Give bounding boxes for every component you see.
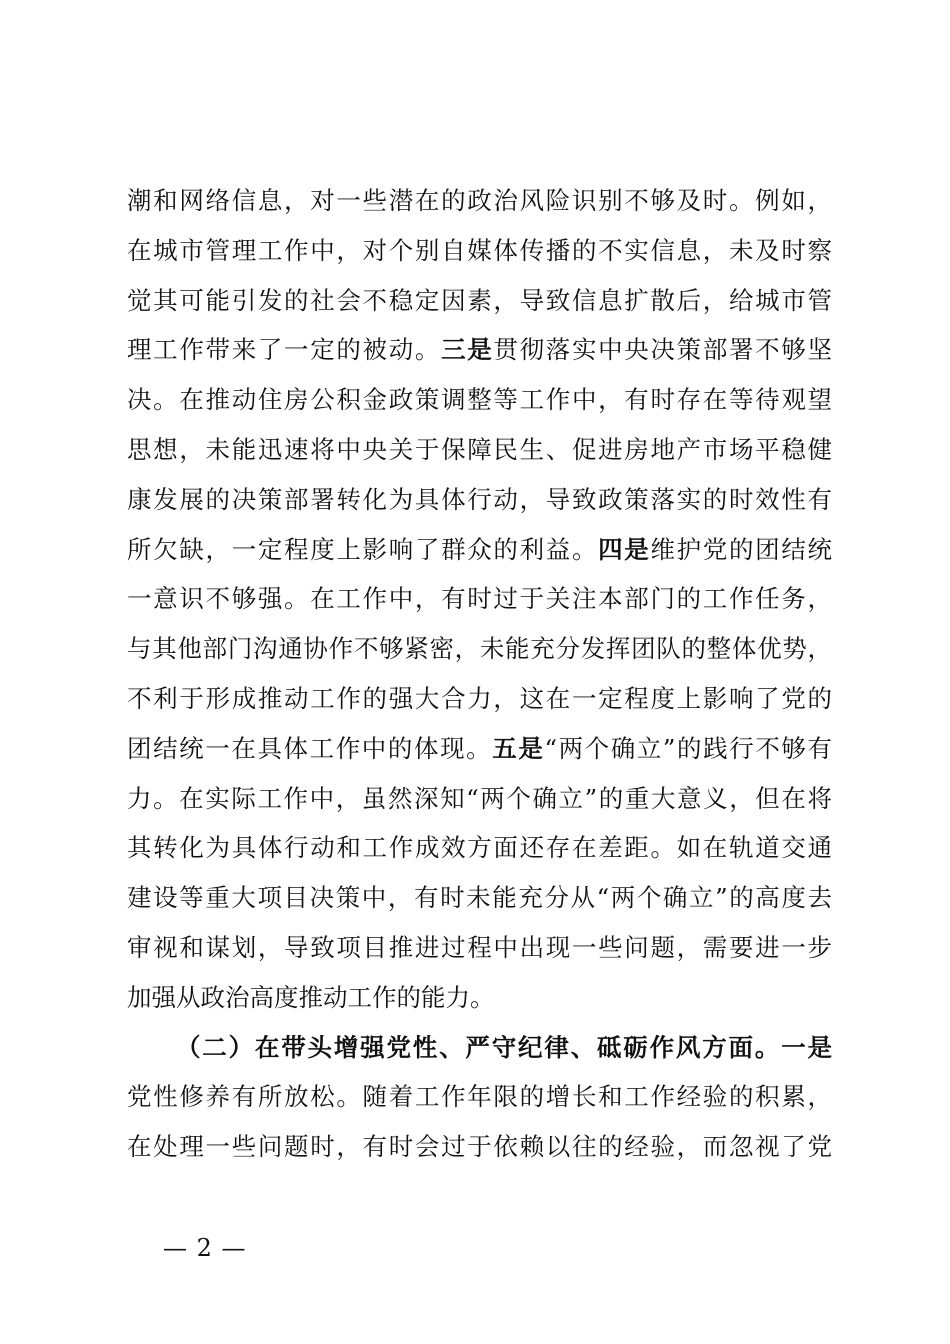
text-line: 决。在推动住房公积金政策调整等工作中，有时存在等待观望 [127,385,832,415]
text-run: “两个确立”的践行不够有 [544,733,832,763]
text-line: 觉其可能引发的社会不稳定因素，导致信息扩散后，给城市管 [127,285,832,315]
text-line [127,525,832,575]
text-run: 贯彻落实中央决策部署不够坚 [493,335,833,365]
text-line: 党性修养有所放松。随着工作年限的增长和工作经验的积累， [127,1082,832,1112]
text-run: 所欠缺，一定程度上影响了群众的利益。 [127,534,599,564]
text-line: 建设等重大项目决策中，有时未能充分从“两个确立”的高度去 [127,883,832,913]
point-label-three: 三是 [441,335,494,365]
paragraph-political-risks [127,176,832,1023]
page-number: — 2 — [163,1234,247,1262]
text-line: 力。在实际工作中，虽然深知“两个确立”的重大意义，但在将 [127,783,832,813]
text-line: 在城市管理工作中，对个别自媒体传播的不实信息，未及时察 [127,235,832,265]
text-line: 潮和网络信息，对一些潜在的政治风险识别不够及时。例如， [127,186,832,215]
text-line: 康发展的决策部署转化为具体行动，导致政策落实的时效性有 [127,484,832,514]
text-run: 团结统一在具体工作中的体现。 [127,733,493,763]
point-label-four: 四是 [598,534,651,564]
text-line [127,1023,832,1073]
point-label-one: 一是 [781,1032,832,1062]
text-line: 思想，未能迅速将中央关于保障民生、促进房地产市场平稳健 [127,434,832,464]
text-line: 不利于形成推动工作的强大合力，这在一定程度上影响了党的 [127,683,832,713]
text-line: 与其他部门沟通协作不够紧密，未能充分发挥团队的整体优势， [127,634,832,664]
body-text [127,176,832,1172]
paragraph-party-spirit [127,1023,832,1172]
text-line: 其转化为具体行动和工作成效方面还存在差距。如在轨道交通 [127,833,832,863]
text-run: 维护党的团结统 [650,534,833,564]
section-heading: （二）在带头增强党性、严守纪律、砥砺作风方面。 [176,1032,782,1062]
text-run: 理工作带来了一定的被动。 [127,335,442,365]
text-line: 加强从政治高度推动工作的能力。 [127,982,495,1012]
point-label-five: 五是 [492,733,545,763]
text-line [127,724,832,774]
text-line [127,325,832,375]
text-line: 在处理一些问题时，有时会过于依赖以往的经验，而忽视了党 [127,1132,832,1162]
text-line: 审视和谋划，导致项目推进过程中出现一些问题，需要进一步 [127,932,832,962]
text-line: 一意识不够强。在工作中，有时过于关注本部门的工作任务， [127,584,832,614]
